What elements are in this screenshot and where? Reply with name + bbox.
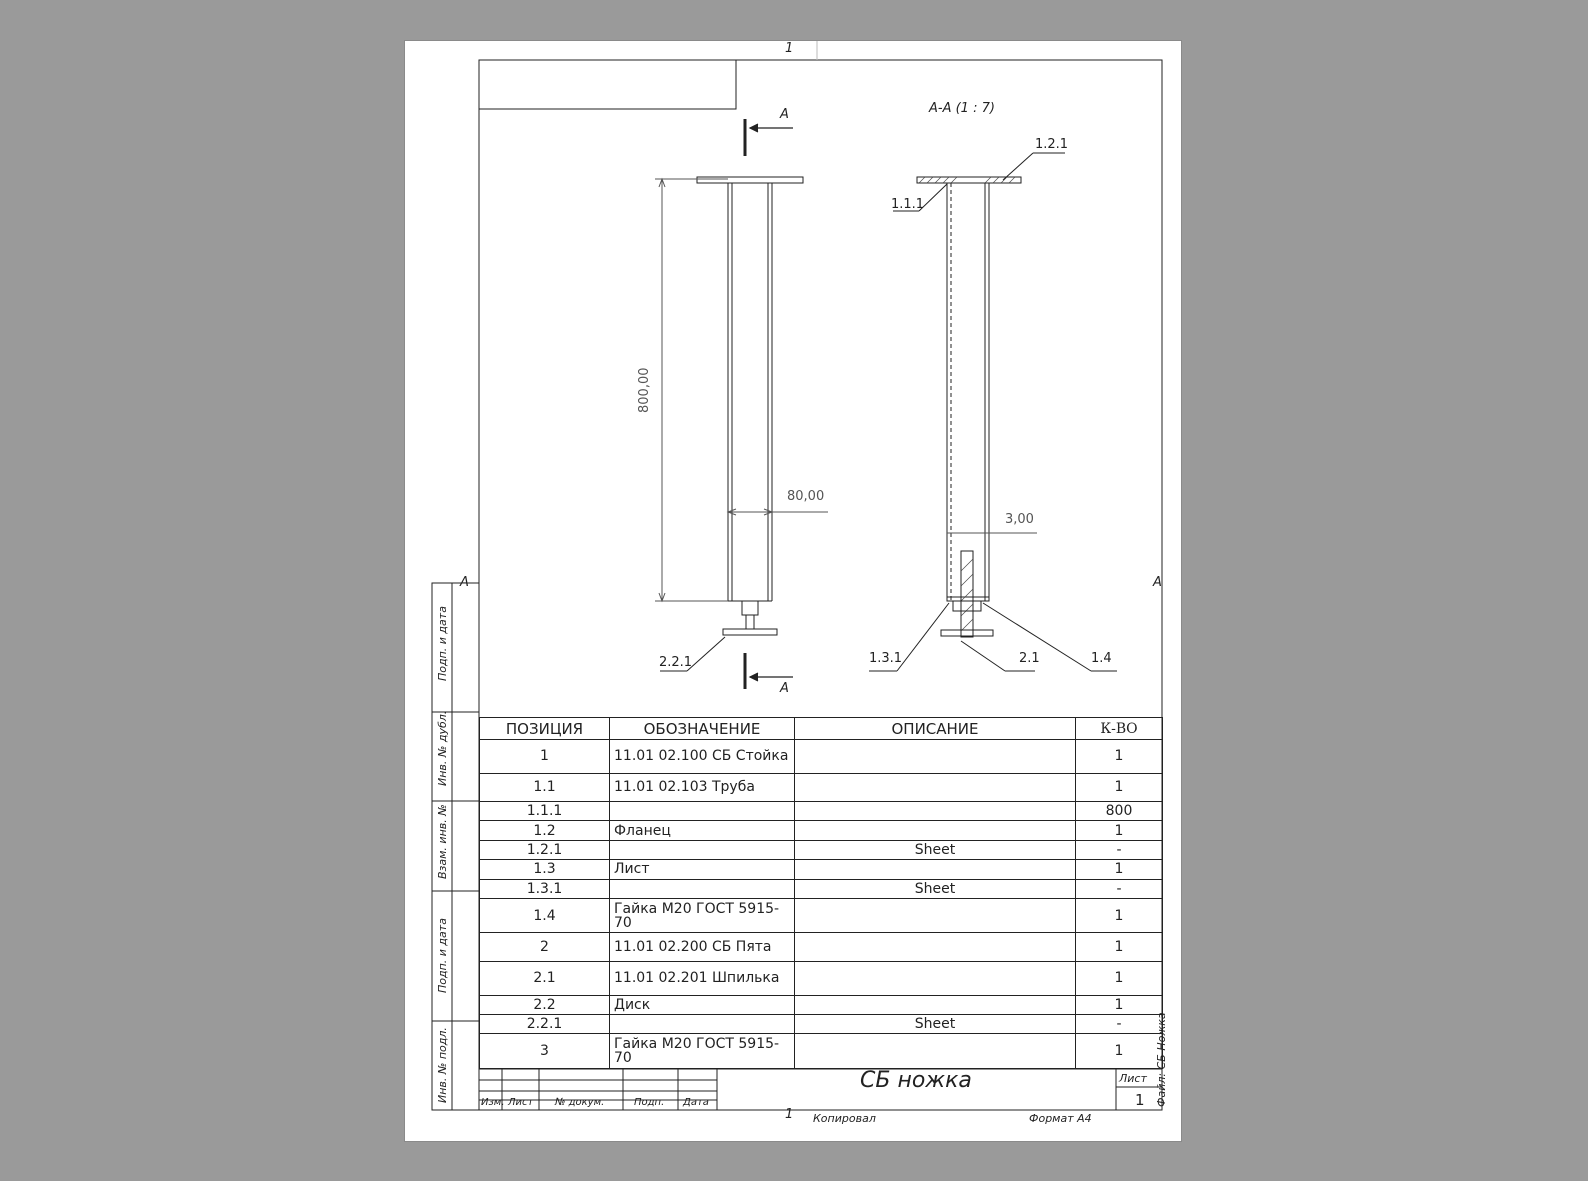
bom-qty: - [1076, 1014, 1163, 1033]
bom-pos: 1.3 [480, 860, 610, 879]
col-doc-number: № докум. [555, 1097, 605, 1108]
bom-pos: 2.1 [480, 961, 610, 995]
table-row [480, 995, 1163, 1014]
bom-qty: 1 [1076, 961, 1163, 995]
callout-1-1-1: 1.1.1 [891, 197, 925, 212]
bom-header-description: ОПИСАНИЕ [795, 718, 1076, 740]
bom-qty: 1 [1076, 740, 1163, 774]
bom-table [479, 717, 1163, 1069]
callout-2-1: 2.1 [1019, 651, 1040, 666]
bom-designation: 11.01 02.100 СБ Стойка [610, 740, 795, 774]
section-mark-top: А [780, 107, 789, 122]
bom-designation [610, 840, 795, 859]
sidebar-label-sign-date-1: Подп. и дата [436, 606, 449, 681]
bom-qty: 1 [1076, 773, 1163, 802]
bom-pos: 2 [480, 933, 610, 962]
bom-qty: - [1076, 879, 1163, 898]
bom-qty: 1 [1076, 995, 1163, 1014]
bom-designation: 11.01 02.103 Труба [610, 773, 795, 802]
bom-designation [610, 1014, 795, 1033]
bom-pos: 1 [480, 740, 610, 774]
sidebar-label-dup-inv: Инв. № дубл. [436, 710, 449, 786]
section-mark-left: А [460, 575, 469, 590]
callout-2-2-1: 2.2.1 [659, 655, 693, 670]
sidebar-label-orig-inv: Инв. № подл. [436, 1027, 449, 1103]
bom-description [795, 933, 1076, 962]
sheet-number-top: 1 [785, 41, 794, 56]
bom-qty: 1 [1076, 1034, 1163, 1069]
callout-1-2-1: 1.2.1 [1035, 137, 1069, 152]
bill-of-materials [479, 717, 1162, 1069]
bom-description: Sheet [795, 879, 1076, 898]
bom-header-row [480, 718, 1163, 740]
table-row [480, 933, 1163, 962]
table-row [480, 961, 1163, 995]
bom-qty: 1 [1076, 898, 1163, 933]
table-row [480, 1034, 1163, 1069]
dimension-height: 800,00 [637, 367, 652, 413]
section-mark-right: А [1153, 575, 1162, 590]
bom-description [795, 821, 1076, 840]
bom-description [795, 740, 1076, 774]
bom-pos: 2.2.1 [480, 1014, 610, 1033]
bom-pos: 2.2 [480, 995, 610, 1014]
table-row [480, 898, 1163, 933]
section-mark-bottom: А [780, 681, 789, 696]
bom-header-position: ПОЗИЦИЯ [480, 718, 610, 740]
table-row [480, 821, 1163, 840]
sheet-label: Лист [1119, 1072, 1147, 1085]
bom-designation: Диск [610, 995, 795, 1014]
bom-pos: 1.3.1 [480, 879, 610, 898]
copied-label: Копировал [813, 1112, 876, 1125]
bom-pos: 1.1.1 [480, 802, 610, 821]
exterior-view [655, 177, 828, 671]
file-label: Файл: СБ Ножка [1155, 1012, 1168, 1107]
table-row [480, 840, 1163, 859]
bom-qty: 1 [1076, 860, 1163, 879]
bom-pos: 1.1 [480, 773, 610, 802]
col-izm: Изм. [481, 1097, 505, 1108]
drawing-sheet [405, 41, 1181, 1141]
bom-qty: 1 [1076, 821, 1163, 840]
bom-description [795, 1034, 1076, 1069]
bom-pos: 1.2.1 [480, 840, 610, 859]
sidebar-label-replace-inv: Взам. инв. № [436, 804, 449, 879]
dimension-wall: 3,00 [1005, 512, 1034, 527]
bom-description [795, 898, 1076, 933]
section-view [869, 153, 1117, 671]
bom-designation: Лист [610, 860, 795, 879]
col-signature: Подп. [634, 1097, 665, 1108]
bom-description [795, 961, 1076, 995]
bom-description [795, 995, 1076, 1014]
bom-designation [610, 879, 795, 898]
table-row [480, 879, 1163, 898]
sheet-value: 1 [1135, 1091, 1145, 1109]
bom-header-designation: ОБОЗНАЧЕНИЕ [610, 718, 795, 740]
section-title: А-А (1 : 7) [929, 101, 995, 116]
format-label: Формат А4 [1029, 1112, 1092, 1125]
bom-qty: - [1076, 840, 1163, 859]
bom-description: Sheet [795, 840, 1076, 859]
bom-designation: Гайка М20 ГОСТ 5915-70 [610, 1034, 795, 1069]
bom-header-quantity: К-ВО [1076, 718, 1163, 740]
sheet-number-bottom: 1 [785, 1107, 794, 1122]
bom-pos: 1.2 [480, 821, 610, 840]
bom-designation: Фланец [610, 821, 795, 840]
bom-description [795, 773, 1076, 802]
callout-1-4: 1.4 [1091, 651, 1112, 666]
bom-description [795, 860, 1076, 879]
table-row [480, 1014, 1163, 1033]
table-row [480, 802, 1163, 821]
bom-designation [610, 802, 795, 821]
dimension-width: 80,00 [787, 489, 825, 504]
col-date: Дата [683, 1097, 709, 1108]
bom-qty: 800 [1076, 802, 1163, 821]
bom-qty: 1 [1076, 933, 1163, 962]
bom-pos: 3 [480, 1034, 610, 1069]
callout-1-3-1: 1.3.1 [869, 651, 903, 666]
sidebar-label-sign-date-2: Подп. и дата [436, 918, 449, 993]
bom-designation: 11.01 02.201 Шпилька [610, 961, 795, 995]
table-row [480, 740, 1163, 774]
col-list: Лист [508, 1097, 534, 1108]
bom-pos: 1.4 [480, 898, 610, 933]
table-row [480, 773, 1163, 802]
bom-designation: Гайка М20 ГОСТ 5915-70 [610, 898, 795, 933]
table-row [480, 860, 1163, 879]
bom-description [795, 802, 1076, 821]
top-left-box [479, 60, 736, 109]
drawing-title: СБ ножка [860, 1068, 972, 1093]
bom-description: Sheet [795, 1014, 1076, 1033]
bom-designation: 11.01 02.200 СБ Пята [610, 933, 795, 962]
